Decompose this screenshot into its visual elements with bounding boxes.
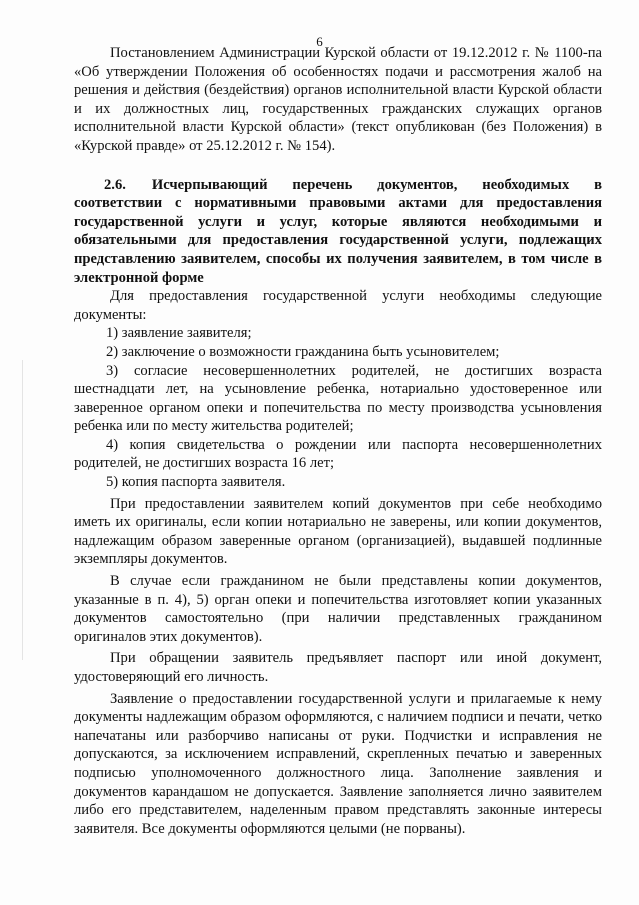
list-item-1: 1) заявление заявителя;: [106, 325, 252, 342]
paragraph-intro: Постановлением Администрации Курской области от 19.12.2012 г. № 1100-па «Об утверждении Положения об особенностях подачи и рассмотрения жалоб на решения и действия (бездействия) органов исполнительной власти Курской области и их должностных лиц, государственных гражданских служащих органов исполнительной власти Курской области» (текст опубликован (без Положения) в «Курской правде» от 25.12.2012 г. № 154).: [74, 45, 602, 154]
section-title: Исчерпывающий перечень документов, необходимых в соответствии с нормативными правовыми актами для предоставления государственной услуги и услуг, которые являются необходимыми и обязательными для предоставления государственной услуги, подлежащих представлению заявителем, способы их получения заявителем, в том числе в электронной форме: [74, 176, 602, 286]
document-body: [74, 44, 602, 838]
section-heading: [74, 176, 602, 288]
scan-margin-line: [22, 360, 23, 660]
list-item-2: 2) заключение о возможности гражданина быть усыновителем;: [106, 343, 500, 360]
list-item-3: 3) согласие несовершеннолетних родителей, не достигших возраста шестнадцати лет, на усыновление ребенка, нотариально удостоверенное или заверенное органом опеки и попечительства по месту производства усыновления ребенка или по месту жительства родителей;: [74, 362, 602, 435]
section-number: 2.6.: [104, 176, 126, 193]
paragraph-not-provided: В случае если гражданином не были представлены копии документов, указанные в п. 4), 5) орган опеки и попечительства изготовляет копии указанных документов самостоятельно (при наличии представленных гражданином оригиналов этих документов).: [74, 573, 602, 645]
paragraph-application: Заявление о предоставлении государственной услуги и прилагаемые к нему документы надлежащим образом оформляются, с наличием подписи и печати, четко напечатаны или разборчиво написаны от руки. Подчистки и исправления не допускаются, за исключением исправлений, скрепленных печатью и заверенных подписью уполномоченного должностного лица. Заполнение заявления и документов карандашом не допускается. Заявление заполняется лично заявителем либо его представителем, наделенным правом представлять законные интересы заявителя. Все документы оформляются целыми (не порваны).: [74, 690, 602, 837]
list-item-4: 4) копия свидетельства о рождении или паспорта несовершеннолетних родителей, не достигших возраста 16 лет;: [74, 436, 602, 472]
paragraph-docs-needed: Для предоставления государственной услуги необходимы следующие документы:: [74, 288, 602, 323]
paragraph-passport: При обращении заявитель предъявляет паспорт или иной документ, удостоверяющий его личность.: [74, 650, 602, 685]
paragraph-copies: При предоставлении заявителем копий документов при себе необходимо иметь их оригиналы, если копии нотариально не заверены, или копии документов, надлежащим образом заверенные органом (организацией), выдавшей подлинные экземпляры документов.: [74, 495, 602, 568]
list-item-5: 5) копия паспорта заявителя.: [106, 474, 286, 491]
page-number: 6: [316, 34, 323, 49]
